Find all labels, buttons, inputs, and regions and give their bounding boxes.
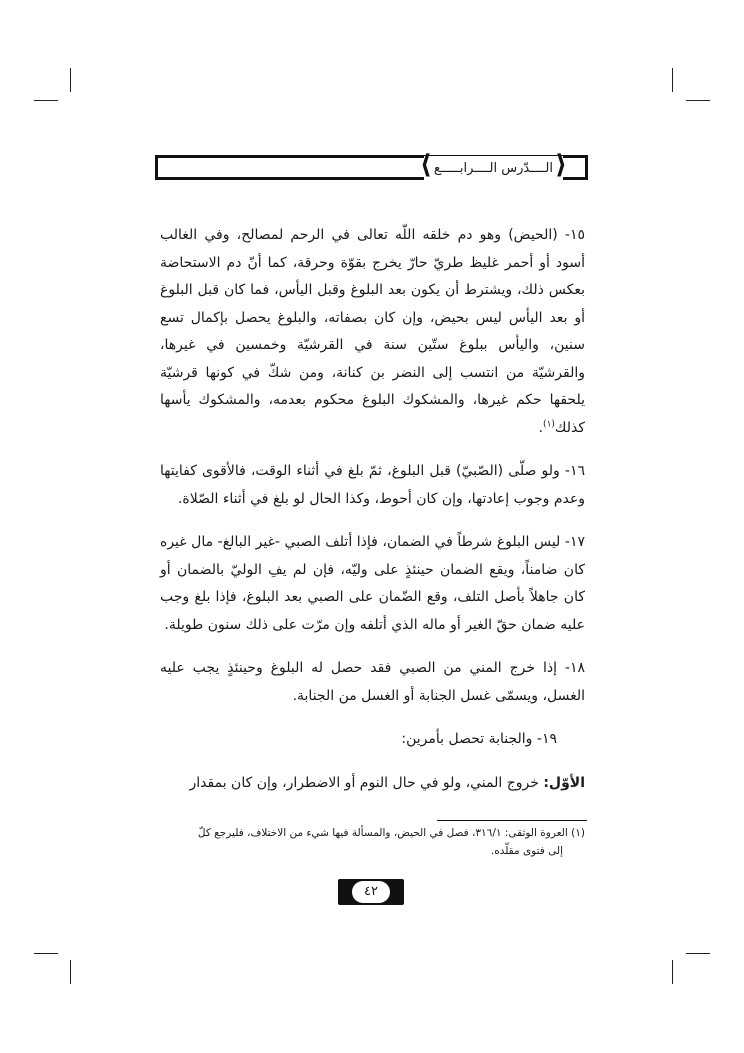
crop-mark [672,68,673,92]
paragraph-first-cause: الأوّل: خروج المني، ولو في حال النوم أو الاضطرار، وإن كان بمقدار [189,774,585,791]
paragraph-16: ١٦- ولو صلّى (الصّبيّ) قبل البلوغ، ثمّ بلغ في أثناء الوقت، فالأقوى كفايتها وعدم وجوب إعادتها، وإن كان أحوط، وكذا الحال لو بلغ في أثناء الصّلاة. [160,463,585,507]
page-number-box [338,879,404,905]
paragraph-18: ١٨- إذا خرج المني من الصبي فقد حصل له البلوغ وحينئذٍ يجب عليه الغسل، ويسمّى غسل الجنابة أو الغسل من الجنابة. [160,660,585,704]
crop-mark [34,100,58,101]
crop-mark [686,100,710,101]
crop-mark [672,960,673,984]
footnote-ref: (١) [543,418,555,429]
crop-mark [70,68,71,92]
paragraph-15: ١٥- (الحيض) وهو دم خلقه اللّه تعالى في الرحم لمصالح، وفي الغالب أسود أو أحمر غليظ طريّ حارّ يخرج بقوّة وحرقة، كما أنّ دم الاستحاضة بعكس ذلك، ويشترط أن يكون بعد البلوغ وقبل اليأس، فما كان قبل البلوغ أو بعد اليأس ليس بحيض، وإن كان بصفاته، والبلوغ يحصل بإكمال تسع سنين، واليأس ببلوغ ستّين سنة في القرشيّة وخمسين في غيرها، والقرشيّة من انتسب إلى النضر بن كنانة، ومن شكّ في كونها قرشيّة يلحقها حكم غيرها، والمشكوك البلوغ محكوم بعدمه، والمشكوك يأسها كذلك$^{(١)}$. [160,227,585,436]
lesson-title: الــــدّرس الــــرابـــــع [433,161,553,176]
footnote [160,824,585,860]
footnote-line-1: (١) العروة الوثقى: ٣١٦/١، فصل في الحيض، والمسألة فيها شيء من الاختلاف، فليرجع كلّ [197,827,585,839]
page-body [160,222,585,813]
crop-mark [70,960,71,984]
header-label-box [419,150,567,181]
page-number: ٤٢ [352,881,390,903]
running-header [155,150,588,180]
header-bracket-left: ⟩ [419,150,432,180]
footnote-line-2: إلى فتوى مقلّده. [490,845,563,857]
crop-mark [34,953,58,954]
header-bracket-right: ⟨ [555,150,567,180]
footnote-rule [437,820,587,821]
paragraph-17: ١٧- ليس البلوغ شرطاً في الضمان، فإذا أتلف الصبي -غير البالغ- مال غيره كان ضامناً، ويقع الضمان حينئذٍ على وليّه، فإن لم يفِ الوليّ بالضمان أو كان جاهلاً بأصل التلف، وقع الضّمان على الصبي بعد البلوغ، فإذا بلغ وجب عليه ضمان حقّ الغير أو ماله الذي أتلفه وإن مرّت على ذلك سنون طويلة. [160,534,585,633]
paragraph-19: ١٩- والجنابة تحصل بأمرين: [401,731,557,747]
crop-mark [686,953,710,954]
